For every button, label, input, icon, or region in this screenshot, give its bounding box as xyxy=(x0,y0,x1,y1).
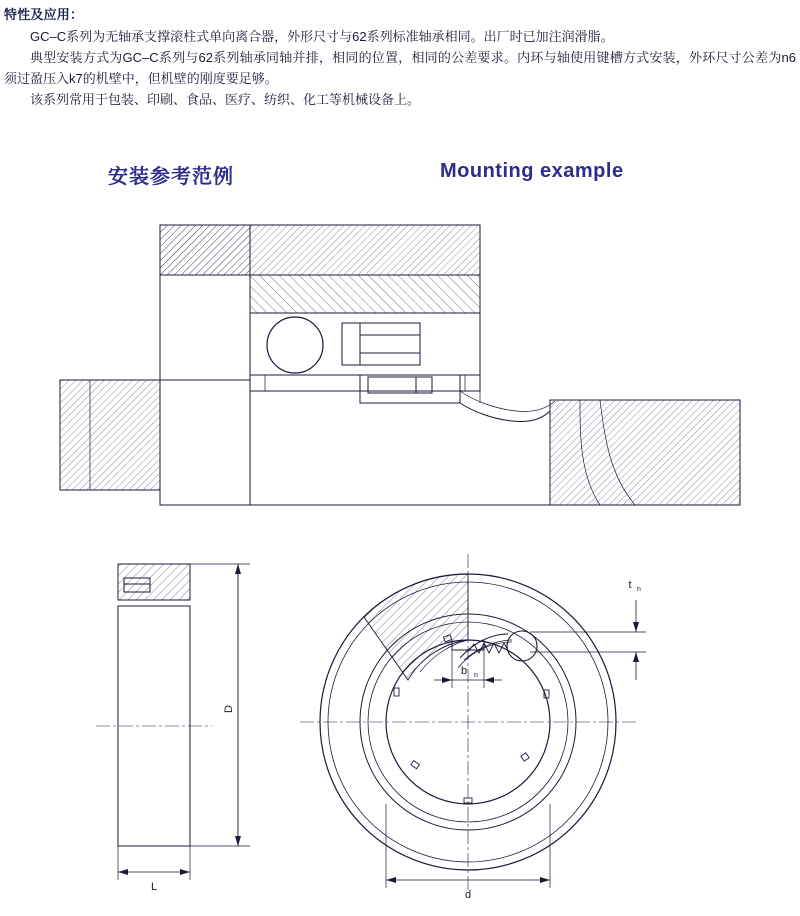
side-elevation-view xyxy=(96,564,250,893)
dimension-label-D: D xyxy=(223,705,235,713)
section-title-english: Mounting example xyxy=(440,160,624,182)
front-circular-view xyxy=(300,554,646,901)
dimension-label-bn: b xyxy=(460,665,468,677)
housing-left-wall xyxy=(60,380,160,490)
shaft xyxy=(550,400,740,505)
seal-curve xyxy=(460,391,555,422)
dimension-tn xyxy=(530,579,646,680)
section-title-row xyxy=(0,160,800,194)
mounting-example-svg xyxy=(60,205,740,525)
paragraph-1: GC–C系列为无轴承支撑滚柱式单向离合器，外形尺寸与62系列标准轴承相同。出厂时已加注润滑脂。 xyxy=(30,29,614,44)
intro-text-block xyxy=(0,0,800,110)
clutch-inner-body xyxy=(250,313,480,375)
housing-base xyxy=(160,391,550,505)
dimension-label-bn-sub: n xyxy=(474,672,478,679)
clutch-inner-ring xyxy=(250,375,480,391)
dimension-svg xyxy=(60,540,740,910)
roller-element xyxy=(267,317,323,373)
page-heading: 特性及应用： xyxy=(4,7,84,22)
dimension-label-d: d xyxy=(464,889,472,901)
dimension-label-tn-sub: n xyxy=(637,586,641,593)
paragraph-2: 典型安装方式为GC–C系列与62系列轴承同轴并排，相同的位置，相同的公差要求。内环与轴使用键槽方式安装，外环尺寸公差为n6须过盈压入k7的机壁中，但机壁的刚度要足够。 xyxy=(4,50,796,86)
spring-pin-assembly xyxy=(342,323,420,365)
bearing-section xyxy=(250,375,480,403)
section-title-chinese: 安装参考范例 xyxy=(108,166,234,188)
dimension-L xyxy=(118,846,190,893)
dimension-label-L: L xyxy=(150,881,158,893)
paragraph-3: 该系列常用于包装、印刷、食品、医疗、纺织、化工等机械设备上。 xyxy=(30,92,421,107)
dimension-label-tn: t xyxy=(628,579,632,591)
dimension-figure xyxy=(60,540,740,910)
mounting-example-figure xyxy=(60,205,740,525)
dimension-D xyxy=(190,564,250,846)
